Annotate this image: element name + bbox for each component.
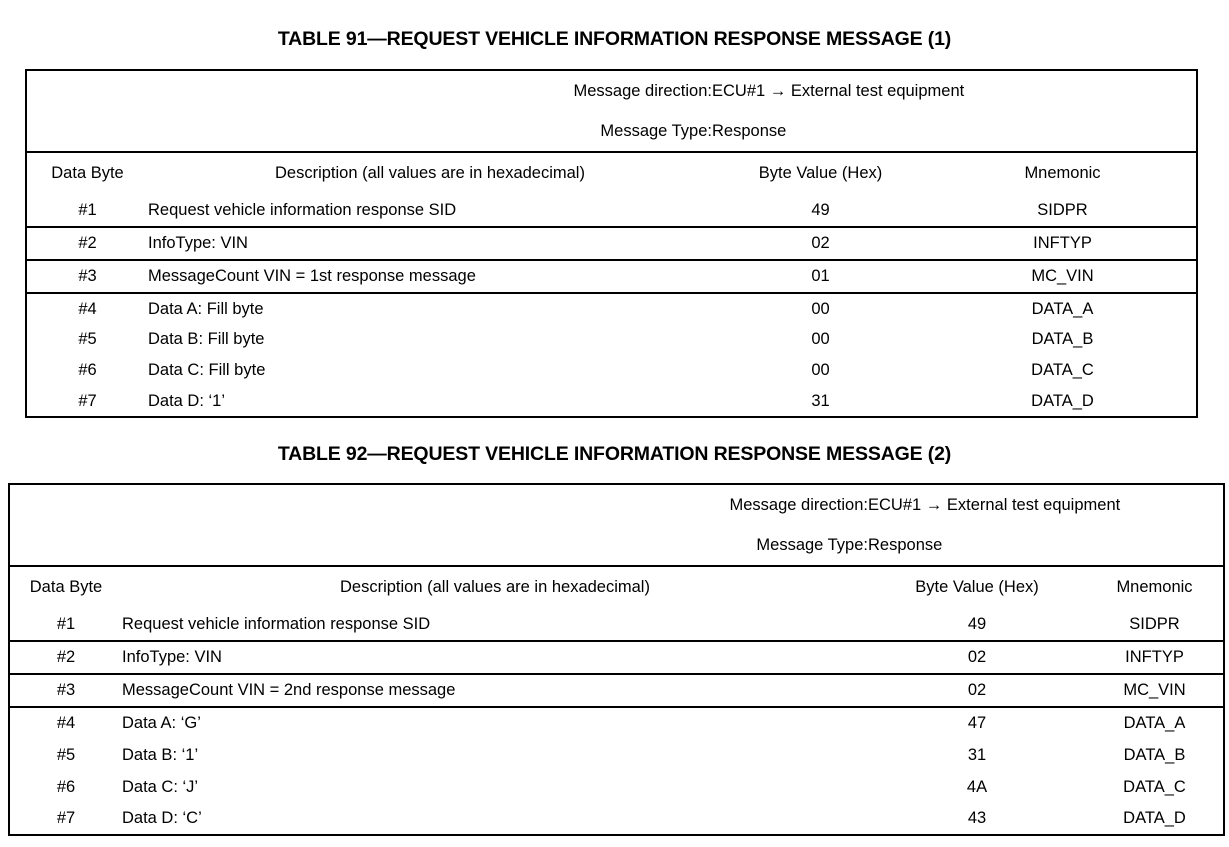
cell-mnemonic: INFTYP [929,227,1197,260]
table-row [9,707,1224,739]
cell-data-byte: #5 [26,324,148,355]
meta-label-message-direction: Message direction: [26,70,712,111]
table-row [9,674,1224,707]
cell-mnemonic: INFTYP [1086,641,1224,674]
cell-mnemonic: DATA_A [1086,707,1224,739]
cell-data-byte: #1 [26,194,148,227]
cell-data-byte: #5 [9,739,122,771]
cell-description: Data D: ‘1’ [148,386,712,417]
column-header-mnemonic: Mnemonic [1086,566,1224,608]
cell-mnemonic: MC_VIN [1086,674,1224,707]
cell-mnemonic: DATA_C [1086,771,1224,803]
table-row [26,227,1197,260]
cell-byte-value: 47 [868,707,1086,739]
table-row [26,260,1197,293]
cell-data-byte: #7 [26,386,148,417]
table-row [26,324,1197,355]
cell-description: Data C: ‘J’ [122,771,868,803]
cell-mnemonic: MC_VIN [929,260,1197,293]
meta-label-message-type: Message Type: [26,111,712,152]
meta-value-message-type: Response [712,111,1197,152]
cell-byte-value: 49 [868,608,1086,641]
cell-description: Request vehicle information response SID [122,608,868,641]
cell-byte-value: 02 [868,674,1086,707]
meta-value-message-type: Response [868,525,1224,566]
table-91-caption: TABLE 91—REQUEST VEHICLE INFORMATION RESPONSE MESSAGE (1) [277,28,952,50]
cell-mnemonic: DATA_A [929,293,1197,324]
table-row [26,194,1197,227]
cell-description: InfoType: VIN [122,641,868,674]
cell-mnemonic: DATA_D [1086,803,1224,835]
cell-byte-value: 00 [712,355,929,386]
table-92 [8,483,1225,836]
table-row [26,293,1197,324]
table-92-meta-row-type [9,525,1224,566]
table-row [9,803,1224,835]
column-header-byte-value: Byte Value (Hex) [868,566,1086,608]
meta-label-message-type: Message Type: [9,525,868,566]
table-row [9,739,1224,771]
table-row [26,386,1197,417]
table-row [9,608,1224,641]
cell-byte-value: 31 [868,739,1086,771]
cell-description: MessageCount VIN = 2nd response message [122,674,868,707]
meta-label-message-direction: Message direction: [9,484,868,525]
cell-data-byte: #6 [26,355,148,386]
table-92-caption: TABLE 92—REQUEST VEHICLE INFORMATION RESPONSE MESSAGE (2) [277,443,952,465]
cell-description: Request vehicle information response SID [148,194,712,227]
cell-description: Data A: Fill byte [148,293,712,324]
cell-description: Data A: ‘G’ [122,707,868,739]
column-header-byte-value: Byte Value (Hex) [712,152,929,194]
column-header-data-byte: Data Byte [9,566,122,608]
cell-byte-value: 01 [712,260,929,293]
column-header-description: Description (all values are in hexadecimal) [148,152,712,194]
cell-data-byte: #6 [9,771,122,803]
cell-data-byte: #3 [9,674,122,707]
cell-mnemonic: DATA_C [929,355,1197,386]
table-92-meta-row-direction [9,484,1224,525]
cell-description: Data C: Fill byte [148,355,712,386]
cell-byte-value: 02 [712,227,929,260]
cell-byte-value: 49 [712,194,929,227]
cell-description: Data B: Fill byte [148,324,712,355]
cell-data-byte: #4 [26,293,148,324]
cell-byte-value: 43 [868,803,1086,835]
column-header-mnemonic: Mnemonic [929,152,1197,194]
cell-byte-value: 31 [712,386,929,417]
cell-description: MessageCount VIN = 1st response message [148,260,712,293]
cell-byte-value: 4A [868,771,1086,803]
table-91 [25,69,1198,418]
cell-mnemonic: DATA_B [929,324,1197,355]
cell-byte-value: 00 [712,324,929,355]
cell-byte-value: 00 [712,293,929,324]
cell-description: Data D: ‘C’ [122,803,868,835]
cell-description: InfoType: VIN [148,227,712,260]
cell-mnemonic: DATA_D [929,386,1197,417]
cell-mnemonic: SIDPR [1086,608,1224,641]
cell-description: Data B: ‘1’ [122,739,868,771]
meta-value-message-direction: ECU#1 → External test equipment [712,70,1197,111]
table-92-column-header-row [9,566,1224,608]
cell-data-byte: #2 [26,227,148,260]
cell-mnemonic: SIDPR [929,194,1197,227]
table-row [9,771,1224,803]
cell-mnemonic: DATA_B [1086,739,1224,771]
column-header-description: Description (all values are in hexadecimal) [122,566,868,608]
cell-data-byte: #3 [26,260,148,293]
table-row [26,355,1197,386]
table-91-column-header-row [26,152,1197,194]
cell-data-byte: #4 [9,707,122,739]
meta-value-message-direction: ECU#1 → External test equipment [868,484,1224,525]
table-91-meta-row-direction [26,70,1197,111]
table-91-meta-row-type [26,111,1197,152]
cell-byte-value: 02 [868,641,1086,674]
cell-data-byte: #7 [9,803,122,835]
table-row [9,641,1224,674]
column-header-data-byte: Data Byte [26,152,148,194]
cell-data-byte: #2 [9,641,122,674]
cell-data-byte: #1 [9,608,122,641]
